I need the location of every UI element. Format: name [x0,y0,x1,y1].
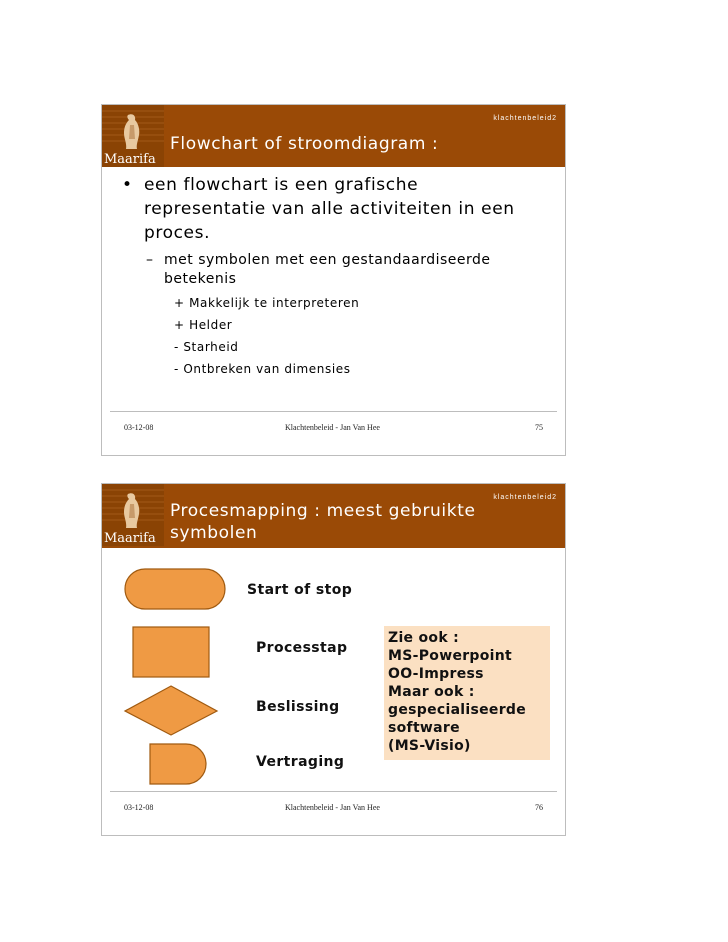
sub-bullet [146,251,526,289]
note-line: gespecialiseerde [388,702,527,718]
bullet-dot-icon: • [122,175,133,195]
maarifa-logo [102,484,164,546]
sub-bullet-text: met symbolen met een gestandaardiseerde betekenis [164,252,491,287]
slide-footer [102,411,565,455]
course-label: klachtenbeleid2 [493,115,557,122]
footer-divider [110,791,557,792]
footer-divider [110,411,557,412]
svg-text:Maarifa: Maarifa [104,531,156,546]
footer-author: Klachtenbeleid - Jan Van Hee [285,803,380,812]
decision-shape [123,685,219,737]
delay-shape [148,742,210,788]
svg-text:Maarifa: Maarifa [104,152,156,167]
main-bullet [122,173,542,245]
slide-header [102,105,565,167]
list-item: + Makkelijk te interpreteren [174,296,360,310]
slide-title: Flowchart of stroomdiagram : [170,134,439,154]
dash-icon: – [146,252,154,268]
note-line: MS-Powerpoint [388,648,513,664]
note-line: Zie ook : [388,630,460,646]
page-number: 76 [535,803,543,812]
note-line: Maar ook : [388,684,475,700]
slide-76 [101,483,566,836]
slide-title: Procesmapping : meest gebruikte symbolen [170,501,476,543]
slide-75 [101,104,566,456]
main-bullet-text: een flowchart is een grafische representatie van alle activiteiten in een proces. [144,175,515,243]
footer-date: 03-12-08 [124,803,154,812]
slide-footer [102,791,565,835]
terminator-shape [124,568,228,612]
label-decision: Beslissing [256,699,340,715]
note-line: OO-Impress [388,666,484,682]
note-box [384,626,550,760]
note-line: software [388,720,460,736]
slide-header [102,484,565,548]
note-line: (MS-Visio) [388,738,471,754]
list-item: + Helder [174,318,233,332]
course-label: klachtenbeleid2 [493,494,557,501]
process-shape [132,626,212,680]
label-delay: Vertraging [256,754,345,770]
maarifa-logo [102,105,164,167]
footer-author: Klachtenbeleid - Jan Van Hee [285,423,380,432]
list-item: - Ontbreken van dimensies [174,362,351,376]
list-item: - Starheid [174,340,239,354]
footer-date: 03-12-08 [124,423,154,432]
page-number: 75 [535,423,543,432]
label-start-stop: Start of stop [247,582,353,598]
label-process: Processtap [256,640,348,656]
